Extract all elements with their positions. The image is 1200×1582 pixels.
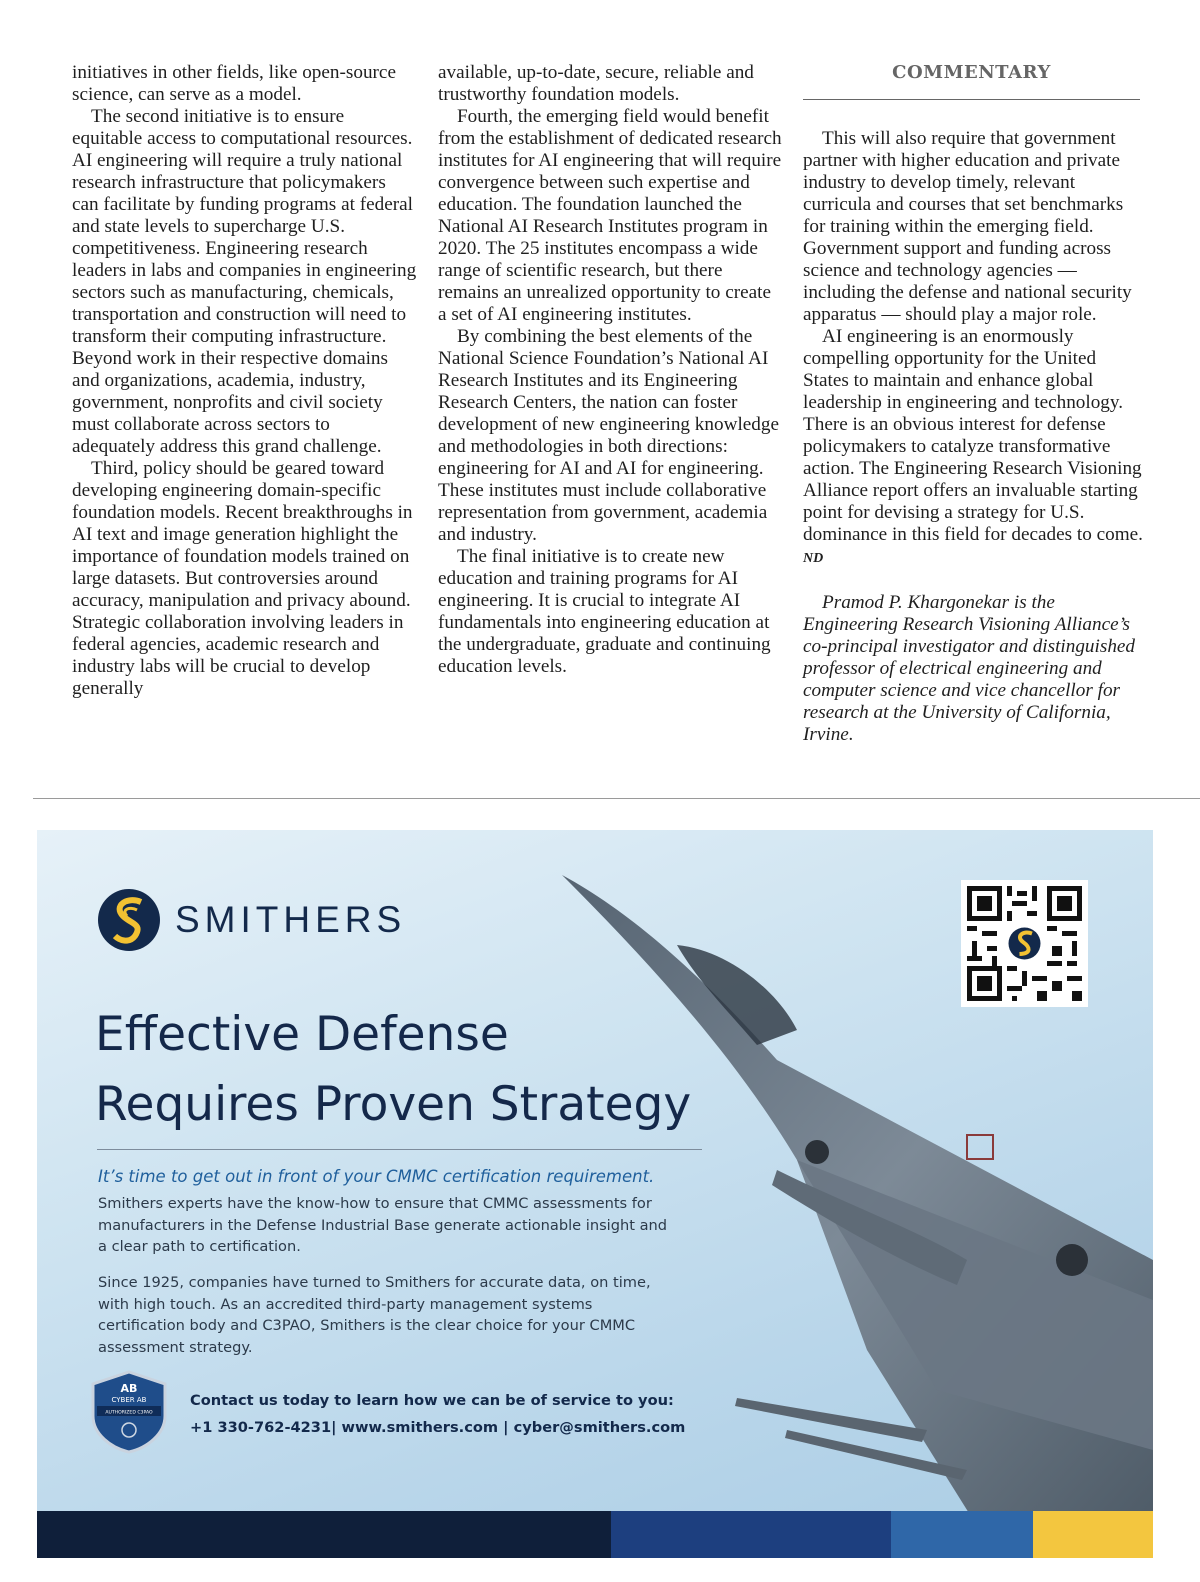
headline-line: Requires Proven Strategy — [95, 1077, 692, 1132]
paragraph: This will also require that government partner with higher education and private industry to develop timely, relevant curricula and courses that set benchmarks for training within the emerging field. Government support and funding across science and technology agencies — including the defense and national security apparatus — should play a major role. — [803, 128, 1132, 325]
qr-code-icon — [967, 886, 1082, 1001]
website-link[interactable]: www.smithers.com — [341, 1419, 499, 1436]
paragraph — [803, 326, 1143, 570]
article-column-1 — [72, 62, 417, 700]
article-column-2 — [438, 62, 783, 678]
page-divider — [33, 798, 1200, 799]
color-bar-segment — [37, 1511, 611, 1558]
color-bar-segment — [611, 1511, 891, 1558]
paragraph: available, up-to-date, secure, reliable and trustworthy foundation models. — [438, 62, 754, 105]
phone-number[interactable]: +1 330-762-4231 — [190, 1419, 332, 1436]
email-link[interactable]: cyber@smithers.com — [513, 1419, 686, 1436]
contact-heading: Contact us today to learn how we can be of service to you: — [190, 1392, 674, 1409]
ad-tagline: It’s time to get out in front of your CMMC certification requirement. — [98, 1167, 655, 1186]
paragraph: The second initiative is to ensure equitable access to computational resources. AI engineering will require a truly national research infrastructure that policymakers can facilitate by funding programs at federal and state levels to supercharge U.S. competitiveness. Engineering research leaders in labs and companies in engineering sectors such as manufacturing, chemicals, transportation and construction will need to transform their computing infrastructure. Beyond work in their respective domains and organizations, academia, industry, government, nonprofits and civil society must collaborate across sectors to adequately address this grand challenge. — [72, 106, 417, 457]
paragraph: Fourth, the emerging field would benefit from the establishment of dedicated research institutes for AI engineering that will require convergence between such expertise and education. The foundation launched the National AI Research Institutes program in 2020. The 25 institutes encompass a wide range of scientific research, but there remains an unrealized opportunity to create a set of AI engineering institutes. — [438, 106, 782, 325]
ad-paragraph: Smithers experts have the know-how to ensure that CMMC assessments for manufacturers in the Defense Industrial Base generate actionable insight and a clear path to certification. — [98, 1195, 668, 1255]
ad-color-bar — [37, 1511, 1153, 1558]
divider — [97, 1149, 702, 1150]
article-column-3 — [803, 128, 1143, 746]
brand-name: SMITHERS — [175, 899, 407, 940]
ad-paragraph: Since 1925, companies have turned to Smithers for accurate data, on time, with high touch. As an accredited third-party management systems certification body and C3PAO, Smithers is the clear choice for your CMMC assessment strategy. — [98, 1274, 651, 1356]
paragraph: By combining the best elements of the National Science Foundation’s National AI Research Institutes and its Engineering Research Centers, the nation can foster development of new engineering knowledge and methodologies in both directions: engineering for AI and AI for engineering. These institutes must include collaborative representation from government, academia and industry. — [438, 326, 779, 545]
qr-code[interactable] — [961, 880, 1088, 1007]
contact-details: +1 330-762-4231| www.smithers.com | cyber@smithers.com — [190, 1419, 686, 1436]
smithers-logo-icon — [97, 888, 161, 952]
section-label: COMMENTARY — [892, 62, 1051, 83]
badge-text: AB — [120, 1382, 138, 1395]
smithers-advertisement[interactable] — [37, 830, 1153, 1558]
color-bar-segment — [1033, 1511, 1153, 1558]
paragraph: initiatives in other fields, like open-source science, can serve as a model. — [72, 62, 396, 105]
smithers-logo[interactable] — [97, 888, 406, 952]
divider — [803, 99, 1140, 100]
badge-text: CYBER AB — [111, 1396, 147, 1404]
paragraph-text: AI engineering is an enormously compelling opportunity for the United States to maintain and enhance global leadership in engineering and technology. There is an obvious interest for defense policymakers to catalyze transformative action. The Engineering Research Visioning Alliance report offers an invaluable starting point for devising a strategy for U.S. dominance in this field for decades to come. — [803, 326, 1143, 545]
headline-line: Effective Defense — [95, 1007, 509, 1062]
color-bar-segment — [891, 1511, 1033, 1558]
end-mark: ND — [803, 551, 824, 566]
paragraph: The final initiative is to create new education and training programs for AI engineering. It is crucial to integrate AI fundamentals into engineering education at the undergraduate, graduate and continuing education levels. — [438, 546, 771, 677]
badge-text: AUTHORIZED C3PAO — [105, 1410, 153, 1416]
author-bio: Pramod P. Khargonekar is the Engineering Research Visioning Alliance’s co-principal investigator and distinguished professor of electrical engineering and computer science and vice chancellor for research at the University of California, Irvine. — [803, 592, 1136, 745]
paragraph: Third, policy should be geared toward developing engineering domain-specific foundation models. Recent breakthroughs in AI text and image generation highlight the importance of foundation models trained on large datasets. But controversies around accuracy, manipulation and privacy abound. Strategic collaboration involving leaders in federal agencies, academic research and industry labs will be crucial to develop generally — [72, 458, 413, 699]
cyber-ab-badge — [89, 1370, 169, 1454]
ad-headline — [95, 1000, 735, 1140]
